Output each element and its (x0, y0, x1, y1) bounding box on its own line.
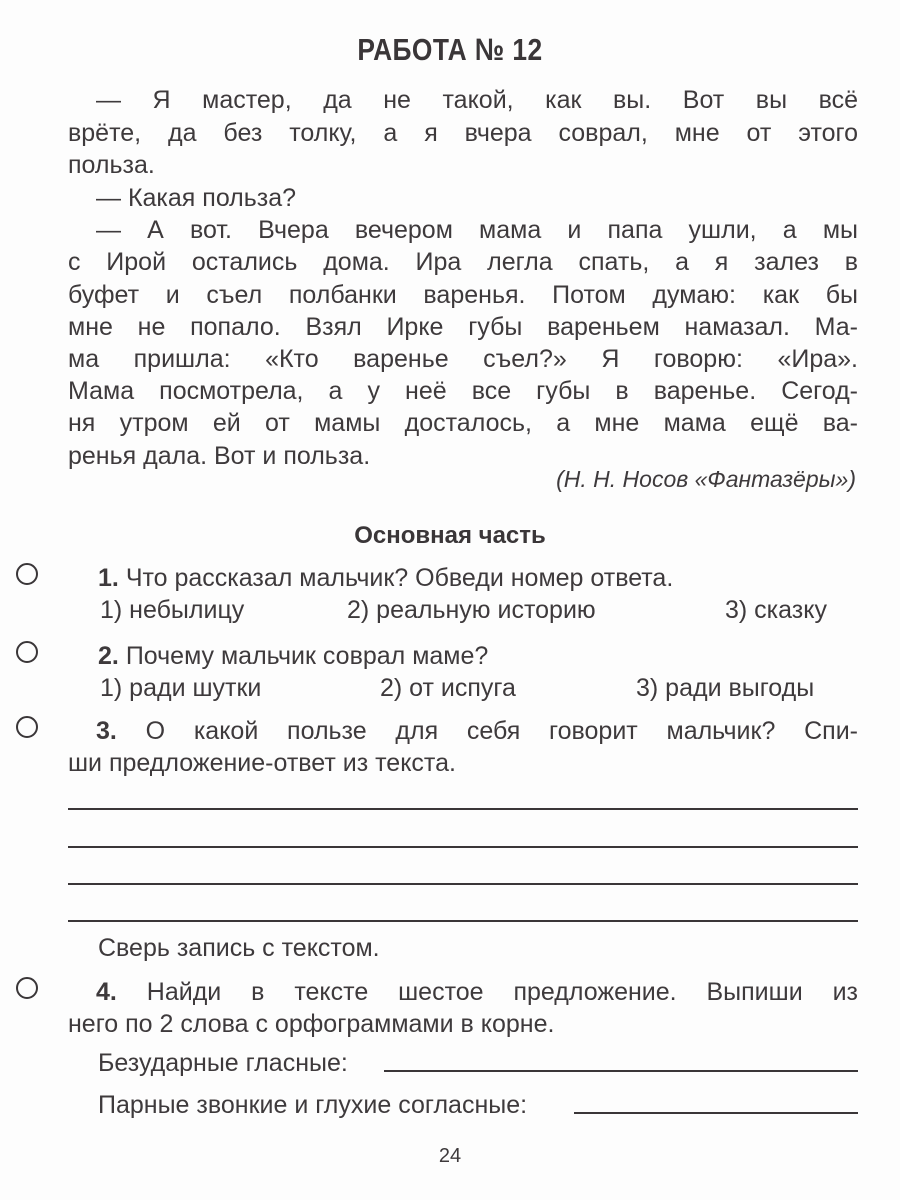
question-3-line1 (96, 715, 858, 747)
text-line: ня утром ей от мамы досталось, а мне мама ещё ва- (68, 409, 858, 437)
answer-write-line-1[interactable] (68, 808, 858, 810)
question-number: 3. (96, 717, 117, 745)
text-line: мне не попало. Взял Ирке губы вареньем намазал. Ма- (68, 313, 858, 341)
answer-write-line-3[interactable] (68, 883, 858, 885)
question-4-line1 (96, 976, 858, 1008)
score-circle-q1[interactable] (16, 563, 38, 585)
question-3-note: Сверь запись с текстом. (98, 934, 380, 962)
answer-option-1[interactable]: 1) ради шутки (100, 674, 262, 702)
answer-option-2[interactable]: 2) от испуга (380, 674, 516, 702)
answer-option-2[interactable]: 2) реальную историю (347, 596, 596, 624)
answer-option-1[interactable]: 1) небылицу (100, 596, 245, 624)
section-title: Основная часть (354, 522, 546, 549)
text-line: польза. (68, 151, 155, 179)
text-author: (Н. Н. Носов «Фантазёры») (556, 466, 856, 492)
question-4-line2: него по 2 слова с орфограммами в корне. (68, 1010, 555, 1038)
paired-consonants-field[interactable] (574, 1112, 858, 1114)
answer-write-line-2[interactable] (68, 846, 858, 848)
score-circle-q3[interactable] (16, 716, 38, 738)
question-3-line2: ши предложение-ответ из текста. (68, 749, 456, 777)
paired-consonants-label: Парные звонкие и глухие согласные: (98, 1091, 528, 1119)
question-2 (98, 640, 798, 672)
page-title: РАБОТА № 12 (357, 32, 543, 67)
answer-write-line-4[interactable] (68, 920, 858, 922)
question-text: О какой пользе для себя говорит мальчик? Спи- (145, 717, 859, 745)
text-line: — А вот. Вчера вечером мама и папа ушли, а мы (96, 216, 858, 244)
question-text: Что рассказал мальчик? Обведи номер ответа. (125, 564, 674, 592)
score-circle-q4[interactable] (16, 977, 38, 999)
question-number: 2. (98, 642, 119, 670)
page-number: 24 (438, 1145, 462, 1167)
answer-option-3[interactable]: 3) сказку (725, 596, 827, 624)
question-number: 4. (96, 978, 117, 1006)
text-line: Мама посмотрела, а у неё все губы в варенье. Сегод- (68, 377, 858, 405)
text-line: ма пришла: «Кто варенье съел?» Я говорю: «Ира». (68, 345, 858, 373)
unstressed-vowels-label: Безударные гласные: (98, 1049, 348, 1077)
unstressed-vowels-field[interactable] (384, 1070, 858, 1072)
answer-option-3[interactable]: 3) ради выгоды (636, 674, 815, 702)
question-1 (98, 562, 798, 594)
text-line: врёте, да без толку, а я вчера соврал, мне от этого (68, 119, 858, 147)
text-line: — Я мастер, да не такой, как вы. Вот вы всё (96, 86, 858, 114)
text-line: ренья дала. Вот и польза. (68, 442, 371, 470)
score-circle-q2[interactable] (16, 641, 38, 663)
text-line: с Ирой остались дома. Ира легла спать, а я залез в (68, 248, 858, 276)
text-line: — Какая польза? (96, 184, 297, 212)
question-text: Найди в тексте шестое предложение. Выпиши из (146, 978, 859, 1006)
question-text: Почему мальчик соврал маме? (125, 642, 489, 670)
text-line: буфет и съел полбанки варенья. Потом думаю: как бы (68, 281, 858, 309)
question-number: 1. (98, 564, 119, 592)
